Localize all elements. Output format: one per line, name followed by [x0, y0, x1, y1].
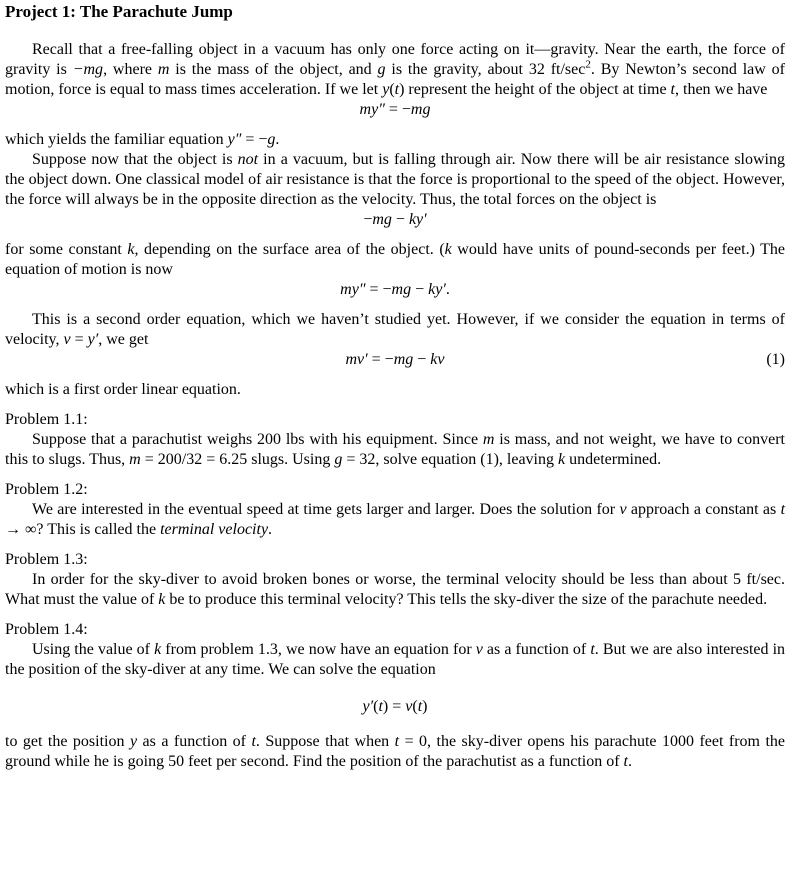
text-segment: approach a constant as	[626, 501, 781, 518]
text-segment: = 200/32 = 6.25 slugs. Using	[140, 451, 335, 468]
text-segment: = −	[367, 351, 394, 368]
text-segment: is mass, and not weight, we have to convert this to slugs. Thus,	[5, 431, 786, 468]
text-segment: = −	[384, 101, 411, 118]
math-text: terminal velocity	[160, 521, 269, 538]
text-segment: to get the position	[5, 733, 130, 750]
text-segment: Using the value of	[32, 641, 155, 658]
math-text: mg	[410, 101, 431, 118]
text-segment: Recall that a free-falling object in a vacuum has only one force acting on it—gravity. Near the earth, the force of gravity is	[5, 41, 785, 78]
text-segment: =	[70, 331, 88, 348]
text-segment: .	[445, 281, 450, 298]
text-segment: (	[389, 81, 395, 98]
text-segment: )	[399, 81, 405, 98]
paragraph	[5, 310, 785, 350]
text-segment: be to produce this terminal velocity? This tells the sky-diver the size of the parachute needed.	[165, 591, 768, 608]
text-segment: from problem 1.3, we now have an equation for	[161, 641, 476, 658]
math-text: not	[237, 151, 259, 168]
text-segment: , depending on the surface area of the object. (	[134, 241, 445, 258]
text-segment: (	[412, 698, 418, 715]
text-segment: 2	[585, 58, 591, 71]
text-segment: = 32, solve equation (1), leaving	[342, 451, 558, 468]
text-segment: .	[275, 131, 280, 148]
display-equation	[5, 697, 785, 717]
math-text: v	[63, 331, 71, 348]
text-segment: Suppose now that the object is	[32, 151, 238, 168]
paragraph	[5, 570, 785, 610]
problem-heading	[5, 480, 785, 500]
text-segment: −	[411, 281, 429, 298]
math-text: y′	[362, 698, 374, 715]
math-text: v	[405, 698, 413, 715]
text-segment: = 0, the sky-diver opens his parachute 1000 feet from the ground while he is going 50 feet per second. Find the position of the parachutist as a function of	[5, 733, 786, 770]
problem-heading	[5, 550, 785, 570]
text-segment: represent the height of the object at time	[404, 81, 671, 98]
page-title: Project 1: The Parachute Jump	[5, 2, 233, 21]
text-segment: ) =	[382, 698, 406, 715]
text-segment: . By Newton’s second law of motion, force is equal to mass times acceleration. If we let	[5, 61, 786, 98]
paragraph	[5, 240, 785, 280]
text-segment: is the gravity, about 32 ft/sec	[385, 61, 586, 78]
math-text: t	[394, 81, 400, 98]
text-segment: −	[391, 211, 409, 228]
display-equation	[5, 210, 785, 230]
text-segment: which is a first order linear equation.	[5, 381, 241, 398]
paragraph	[5, 380, 785, 400]
display-equation	[5, 100, 785, 120]
math-text: k	[154, 641, 162, 658]
problem-heading	[5, 410, 785, 430]
text-segment: , then we have	[675, 81, 768, 98]
math-text: k	[444, 241, 452, 258]
math-text: mg	[393, 351, 414, 368]
paragraph	[5, 150, 785, 210]
text-segment: = −	[241, 131, 268, 148]
text-segment: as a function of	[482, 641, 591, 658]
text-segment: , where	[103, 61, 158, 78]
text-segment: )	[422, 698, 428, 715]
paragraph	[5, 130, 785, 150]
math-text: t	[394, 733, 400, 750]
math-text: t	[623, 753, 628, 770]
text-segment: (	[373, 698, 379, 715]
problem-heading	[5, 620, 785, 640]
math-text: t	[590, 641, 595, 658]
math-text: v	[619, 501, 627, 518]
text-segment: Problem 1.1:	[5, 411, 88, 428]
math-text: g	[334, 451, 343, 468]
math-text: y	[129, 733, 138, 750]
math-text: y′	[87, 331, 99, 348]
math-text: t	[251, 733, 256, 750]
math-text: m	[157, 61, 170, 78]
text-segment: . But we are also interested in the position of the sky-diver at any time. We can solve the equation	[5, 641, 786, 678]
text-segment: . Suppose that when	[255, 733, 395, 750]
text-segment: .	[268, 521, 273, 538]
display-equation	[5, 280, 785, 300]
math-text: k	[158, 591, 166, 608]
text-segment: −	[363, 211, 373, 228]
paragraph	[5, 430, 785, 470]
math-text: k	[558, 451, 566, 468]
paragraph	[5, 40, 785, 100]
text-segment: Suppose that a parachutist weighs 200 lbs with his equipment. Since	[32, 431, 483, 448]
text-segment: .	[627, 753, 632, 770]
text-segment: In order for the sky-diver to avoid broken bones or worse, the terminal velocity should be less than about 5 ft/sec. What must the value of	[5, 571, 785, 608]
equation-number: (1)	[766, 351, 785, 368]
text-segment: → ∞? This is called the	[5, 521, 161, 538]
math-text: −mg	[72, 61, 104, 78]
math-text: t	[670, 81, 675, 98]
paragraph	[5, 500, 785, 540]
math-text: k	[127, 241, 135, 258]
text-segment: −	[413, 351, 431, 368]
document	[5, 0, 785, 772]
math-text: mg	[391, 281, 412, 298]
text-segment: Problem 1.4:	[5, 621, 88, 638]
math-text: y″	[227, 131, 242, 148]
math-text: y	[382, 81, 390, 98]
text-segment: Problem 1.3:	[5, 551, 88, 568]
text-segment: for some constant	[5, 241, 128, 258]
text-segment: would have units of pound-seconds per feet.) The equation of motion is now	[5, 241, 786, 278]
text-segment: , we get	[98, 331, 149, 348]
math-text: t	[780, 501, 786, 518]
text-segment: undetermined.	[565, 451, 662, 468]
paragraph	[5, 640, 785, 680]
math-text: g	[267, 131, 276, 148]
math-text: kv	[430, 351, 445, 368]
display-equation	[5, 350, 785, 370]
text-segment: in a vacuum, but is falling through air. Now there will be air resistance slowing the object down. One classical model of air resistance is that the force is proportional to the speed of the object. However, the force will always be in the opposite direction as the velocity. Thus, the total forces on the object is	[5, 151, 786, 208]
math-text: my″	[340, 281, 366, 298]
text-segment: as a function of	[137, 733, 252, 750]
text-segment: which yields the familiar equation	[5, 131, 228, 148]
math-text: t	[378, 698, 383, 715]
math-text: v	[475, 641, 483, 658]
text-segment: We are interested in the eventual speed at time gets larger and larger. Does the solution for	[32, 501, 620, 518]
math-text: mv′	[345, 351, 368, 368]
document-body	[5, 40, 785, 772]
math-text: g	[377, 61, 386, 78]
math-text: m	[482, 431, 495, 448]
math-text: ky′	[428, 281, 446, 298]
text-segment: = −	[365, 281, 392, 298]
math-text: m	[129, 451, 141, 468]
text-segment: is the mass of the object, and	[169, 61, 378, 78]
math-text: mg	[372, 211, 392, 228]
text-segment: Problem 1.2:	[5, 481, 88, 498]
math-text: my″	[359, 101, 385, 118]
text-segment: This is a second order equation, which we haven’t studied yet. However, if we consider the equation in terms of velocity,	[5, 311, 785, 348]
math-text: t	[417, 698, 423, 715]
math-text: ky′	[408, 211, 427, 228]
paragraph	[5, 732, 785, 772]
